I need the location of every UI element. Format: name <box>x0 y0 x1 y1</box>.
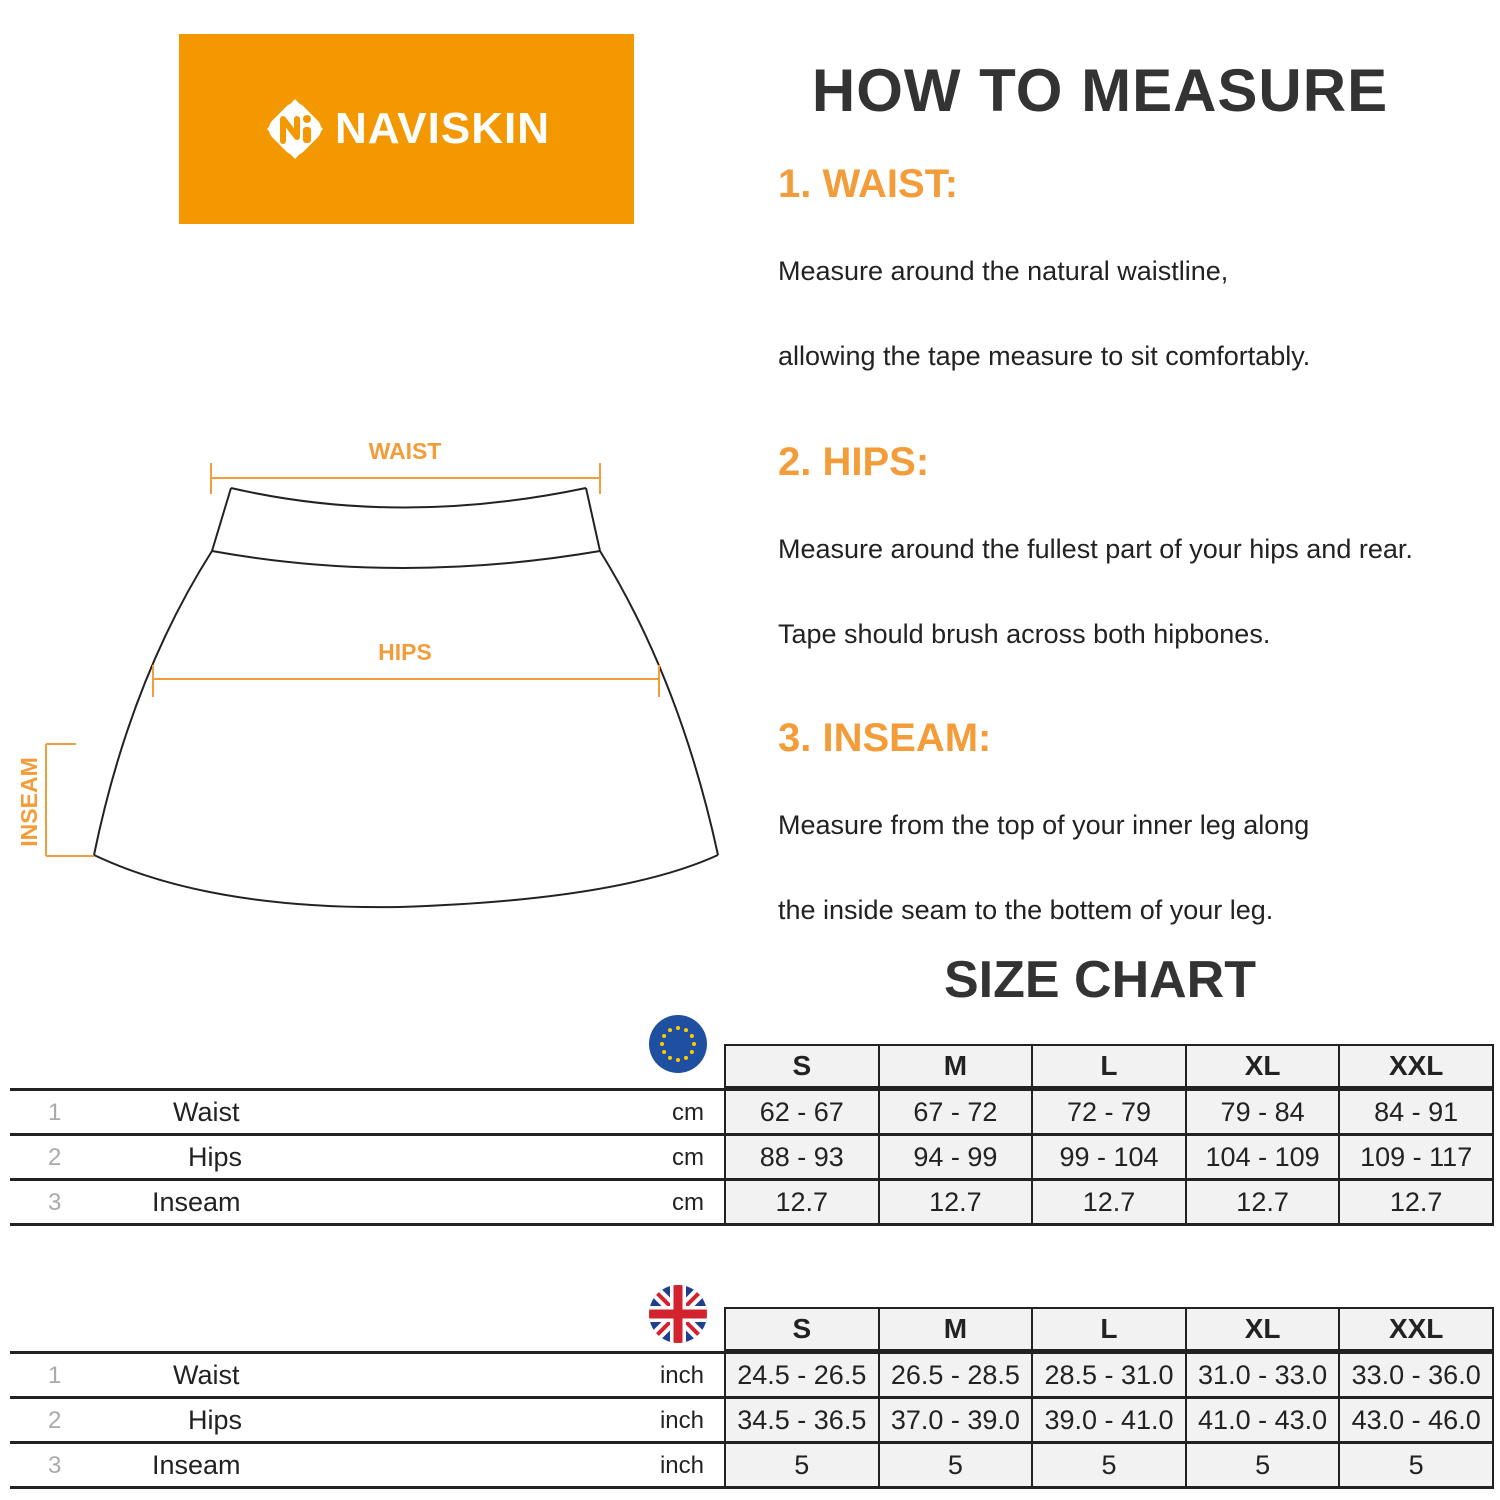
table-cell: 94 - 99 <box>878 1136 1032 1178</box>
skirt-diagram <box>0 420 740 920</box>
table-row <box>10 1181 1494 1226</box>
table-cell: 24.5 - 26.5 <box>724 1354 878 1396</box>
size-header-row <box>724 1044 1494 1088</box>
row-label: Waist <box>173 1360 240 1390</box>
table-cell: 12.7 <box>1338 1181 1494 1223</box>
size-header-xl: XL <box>1185 1307 1339 1351</box>
inseam-line-2: the inside seam to the bottem of your leg. <box>778 895 1274 925</box>
row-unit: cm <box>672 1189 704 1216</box>
table-cell: 5 <box>1185 1444 1339 1486</box>
size-header-row <box>724 1307 1494 1351</box>
row-unit: inch <box>659 1362 704 1389</box>
row-unit: inch <box>659 1407 704 1434</box>
table-cell: 43.0 - 46.0 <box>1338 1399 1494 1441</box>
table-cell: 109 - 117 <box>1338 1136 1494 1178</box>
eu-flag-icon <box>648 1014 708 1074</box>
inseam-label: INSEAM <box>16 757 42 847</box>
table-cell: 99 - 104 <box>1031 1136 1185 1178</box>
size-header-xl: XL <box>1185 1044 1339 1088</box>
row-number: 1 <box>48 1362 62 1389</box>
waist-heading: 1. WAIST: <box>778 162 959 206</box>
size-header-xxl: XXL <box>1338 1307 1494 1351</box>
table-cell: 12.7 <box>1185 1181 1339 1223</box>
row-label: Waist <box>173 1097 240 1127</box>
row-unit: inch <box>659 1452 704 1479</box>
hips-line-1: Measure around the fullest part of your hips and rear. <box>778 534 1413 564</box>
table-cell: 12.7 <box>724 1181 878 1223</box>
hips-heading: 2. HIPS: <box>778 440 930 484</box>
table-cell: 34.5 - 36.5 <box>724 1399 878 1441</box>
skirt-outline <box>94 488 718 907</box>
waist-line-2: allowing the tape measure to sit comfortably. <box>778 341 1311 371</box>
table-row <box>10 1444 1494 1489</box>
row-label: Inseam <box>152 1450 241 1480</box>
brand-logo <box>179 34 634 224</box>
size-chart-title: SIZE CHART <box>944 951 1256 1009</box>
row-number: 3 <box>48 1189 62 1216</box>
table-cell: 72 - 79 <box>1031 1091 1185 1133</box>
waist-line-1: Measure around the natural waistline, <box>778 256 1229 286</box>
hips-label: HIPS <box>378 639 432 665</box>
table-cell: 12.7 <box>878 1181 1032 1223</box>
row-label: Hips <box>188 1405 243 1435</box>
size-header-m: M <box>878 1307 1032 1351</box>
table-cell: 31.0 - 33.0 <box>1185 1354 1339 1396</box>
table-row <box>10 1091 1494 1136</box>
row-number: 1 <box>48 1099 62 1126</box>
table-cell: 37.0 - 39.0 <box>878 1399 1032 1441</box>
table-row <box>10 1399 1494 1444</box>
row-unit: cm <box>672 1099 704 1126</box>
row-label: Hips <box>188 1142 243 1172</box>
row-label: Inseam <box>152 1187 241 1217</box>
size-header-xxl: XXL <box>1338 1044 1494 1088</box>
table-cell: 104 - 109 <box>1185 1136 1339 1178</box>
waist-label: WAIST <box>368 438 442 464</box>
row-number: 3 <box>48 1452 62 1479</box>
table-cell: 28.5 - 31.0 <box>1031 1354 1185 1396</box>
size-header-s: S <box>724 1044 878 1088</box>
table-cell: 5 <box>878 1444 1032 1486</box>
inseam-heading: 3. INSEAM: <box>778 716 992 760</box>
hips-measure-line <box>153 665 659 697</box>
inseam-line-1: Measure from the top of your inner leg along <box>778 810 1310 840</box>
row-number: 2 <box>48 1407 62 1434</box>
size-header-l: L <box>1031 1044 1185 1088</box>
naviskin-logo-icon <box>263 97 327 161</box>
table-cell: 84 - 91 <box>1338 1091 1494 1133</box>
table-cell: 26.5 - 28.5 <box>878 1354 1032 1396</box>
table-cell: 88 - 93 <box>724 1136 878 1178</box>
page-title: HOW TO MEASURE <box>811 57 1389 124</box>
table-cell: 67 - 72 <box>878 1091 1032 1133</box>
table-row <box>10 1136 1494 1181</box>
table-row <box>10 1354 1494 1399</box>
size-header-s: S <box>724 1307 878 1351</box>
table-cell: 41.0 - 43.0 <box>1185 1399 1339 1441</box>
waist-measure-line <box>211 463 600 494</box>
table-cell: 5 <box>1031 1444 1185 1486</box>
table-cell: 62 - 67 <box>724 1091 878 1133</box>
table-cell: 33.0 - 36.0 <box>1338 1354 1494 1396</box>
table-cell: 39.0 - 41.0 <box>1031 1399 1185 1441</box>
row-unit: cm <box>672 1144 704 1171</box>
table-cell: 79 - 84 <box>1185 1091 1339 1133</box>
hips-line-2: Tape should brush across both hipbones. <box>778 619 1271 649</box>
brand-name: NAVISKIN <box>335 104 550 153</box>
size-header-l: L <box>1031 1307 1185 1351</box>
row-number: 2 <box>48 1144 62 1171</box>
table-cell: 5 <box>1338 1444 1494 1486</box>
table-cell: 5 <box>724 1444 878 1486</box>
size-header-m: M <box>878 1044 1032 1088</box>
table-cell: 12.7 <box>1031 1181 1185 1223</box>
uk-flag-icon <box>648 1284 708 1344</box>
inseam-measure-line <box>46 744 94 856</box>
